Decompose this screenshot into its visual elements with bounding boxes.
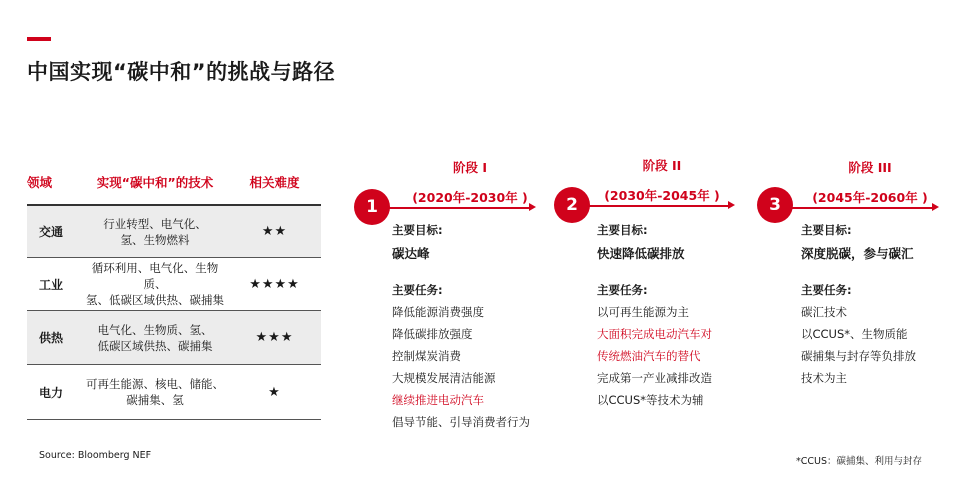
goal-text: 深度脱碳，参与碳汇 [801, 246, 914, 261]
task-item: 倡导节能、引导消费者行为 [392, 415, 530, 429]
phase2-title: 阶段 II (2030年-2045年 ) [604, 158, 720, 203]
header-domain: 领域 [27, 175, 53, 190]
difficulty-table [27, 170, 321, 420]
task-item: 碳捕集与封存等负排放 [801, 349, 916, 363]
arrow-head-icon [728, 201, 735, 209]
row-tech: 行业转型、电气化、 氢、生物燃料 [103, 216, 207, 247]
row-tech: 循环利用、电气化、生物质、 氢、低碳区域供热、碳捕集 [86, 261, 224, 307]
timeline-arrow-1 [372, 207, 530, 209]
row-domain: 交通 [39, 225, 64, 239]
row-difficulty-stars: ★ [268, 384, 281, 400]
header-tech: 实现“碳中和”的技术 [96, 175, 214, 190]
phase3-number-badge: 3 [757, 187, 793, 223]
phase1-number-badge: 1 [354, 189, 390, 225]
tasks-label: 主要任务: [597, 283, 648, 297]
table-row [27, 258, 321, 311]
phase3-title: 阶段 III (2045年-2060年 ) [812, 160, 928, 205]
tasks-label: 主要任务: [801, 283, 852, 297]
row-difficulty-stars: ★★★★ [249, 276, 300, 292]
phase2-details [597, 219, 712, 411]
task-item: 以可再生能源为主 [597, 305, 689, 319]
table-row [27, 365, 321, 420]
task-item: 以CCUS*等技术为辅 [597, 393, 704, 407]
phase1-details [392, 219, 530, 433]
phase1-title: 阶段 I (2020年-2030年 ) [412, 160, 528, 205]
ccus-footnote: *CCUS：碳捕集、利用与封存 [796, 456, 923, 467]
row-difficulty-stars: ★★ [261, 224, 288, 239]
table-row [27, 311, 321, 365]
task-item-highlight: 传统燃油汽车的替代 [597, 349, 701, 363]
timeline-arrow-2 [572, 205, 729, 207]
task-item: 碳汇技术 [801, 305, 847, 319]
source-note: Source: Bloomberg NEF [39, 450, 152, 461]
goal-text: 快速降低碳排放 [597, 246, 685, 261]
page-title: 中国实现“碳中和”的挑战与路径 [27, 60, 336, 84]
timeline-arrow-3 [775, 207, 933, 209]
task-item: 降低能源消费强度 [392, 305, 484, 319]
task-item: 控制煤炭消费 [392, 349, 461, 363]
table-row [27, 206, 321, 258]
row-domain: 工业 [39, 277, 64, 292]
task-item-highlight: 继续推进电动汽车 [392, 393, 484, 407]
phase2-number-badge: 2 [554, 187, 590, 223]
task-item: 降低碳排放强度 [392, 327, 473, 341]
task-item: 以CCUS*、生物质能 [801, 327, 908, 341]
goal-text: 碳达峰 [392, 246, 430, 261]
arrow-head-icon [932, 203, 939, 211]
task-item: 完成第一产业减排改造 [597, 371, 712, 385]
row-domain: 供热 [39, 331, 64, 345]
table-header [27, 170, 321, 194]
phase3-details [801, 219, 916, 389]
header-difficulty: 相关难度 [249, 175, 300, 190]
row-domain: 电力 [39, 385, 64, 400]
accent-bar [27, 37, 51, 41]
row-tech: 可再生能源、核电、储能、 碳捕集、氢 [86, 377, 224, 407]
goal-label: 主要目标: [392, 223, 443, 237]
tasks-label: 主要任务: [392, 283, 443, 297]
goal-label: 主要目标: [597, 223, 648, 237]
task-item-highlight: 大面积完成电动汽车对 [597, 327, 712, 341]
arrow-head-icon [529, 203, 536, 211]
row-difficulty-stars: ★★★ [255, 330, 294, 345]
task-item: 技术为主 [801, 371, 847, 385]
row-tech: 电气化、生物质、氢、 低碳区域供热、碳捕集 [97, 322, 213, 353]
goal-label: 主要目标: [801, 223, 852, 237]
task-item: 大规模发展清洁能源 [392, 371, 496, 385]
